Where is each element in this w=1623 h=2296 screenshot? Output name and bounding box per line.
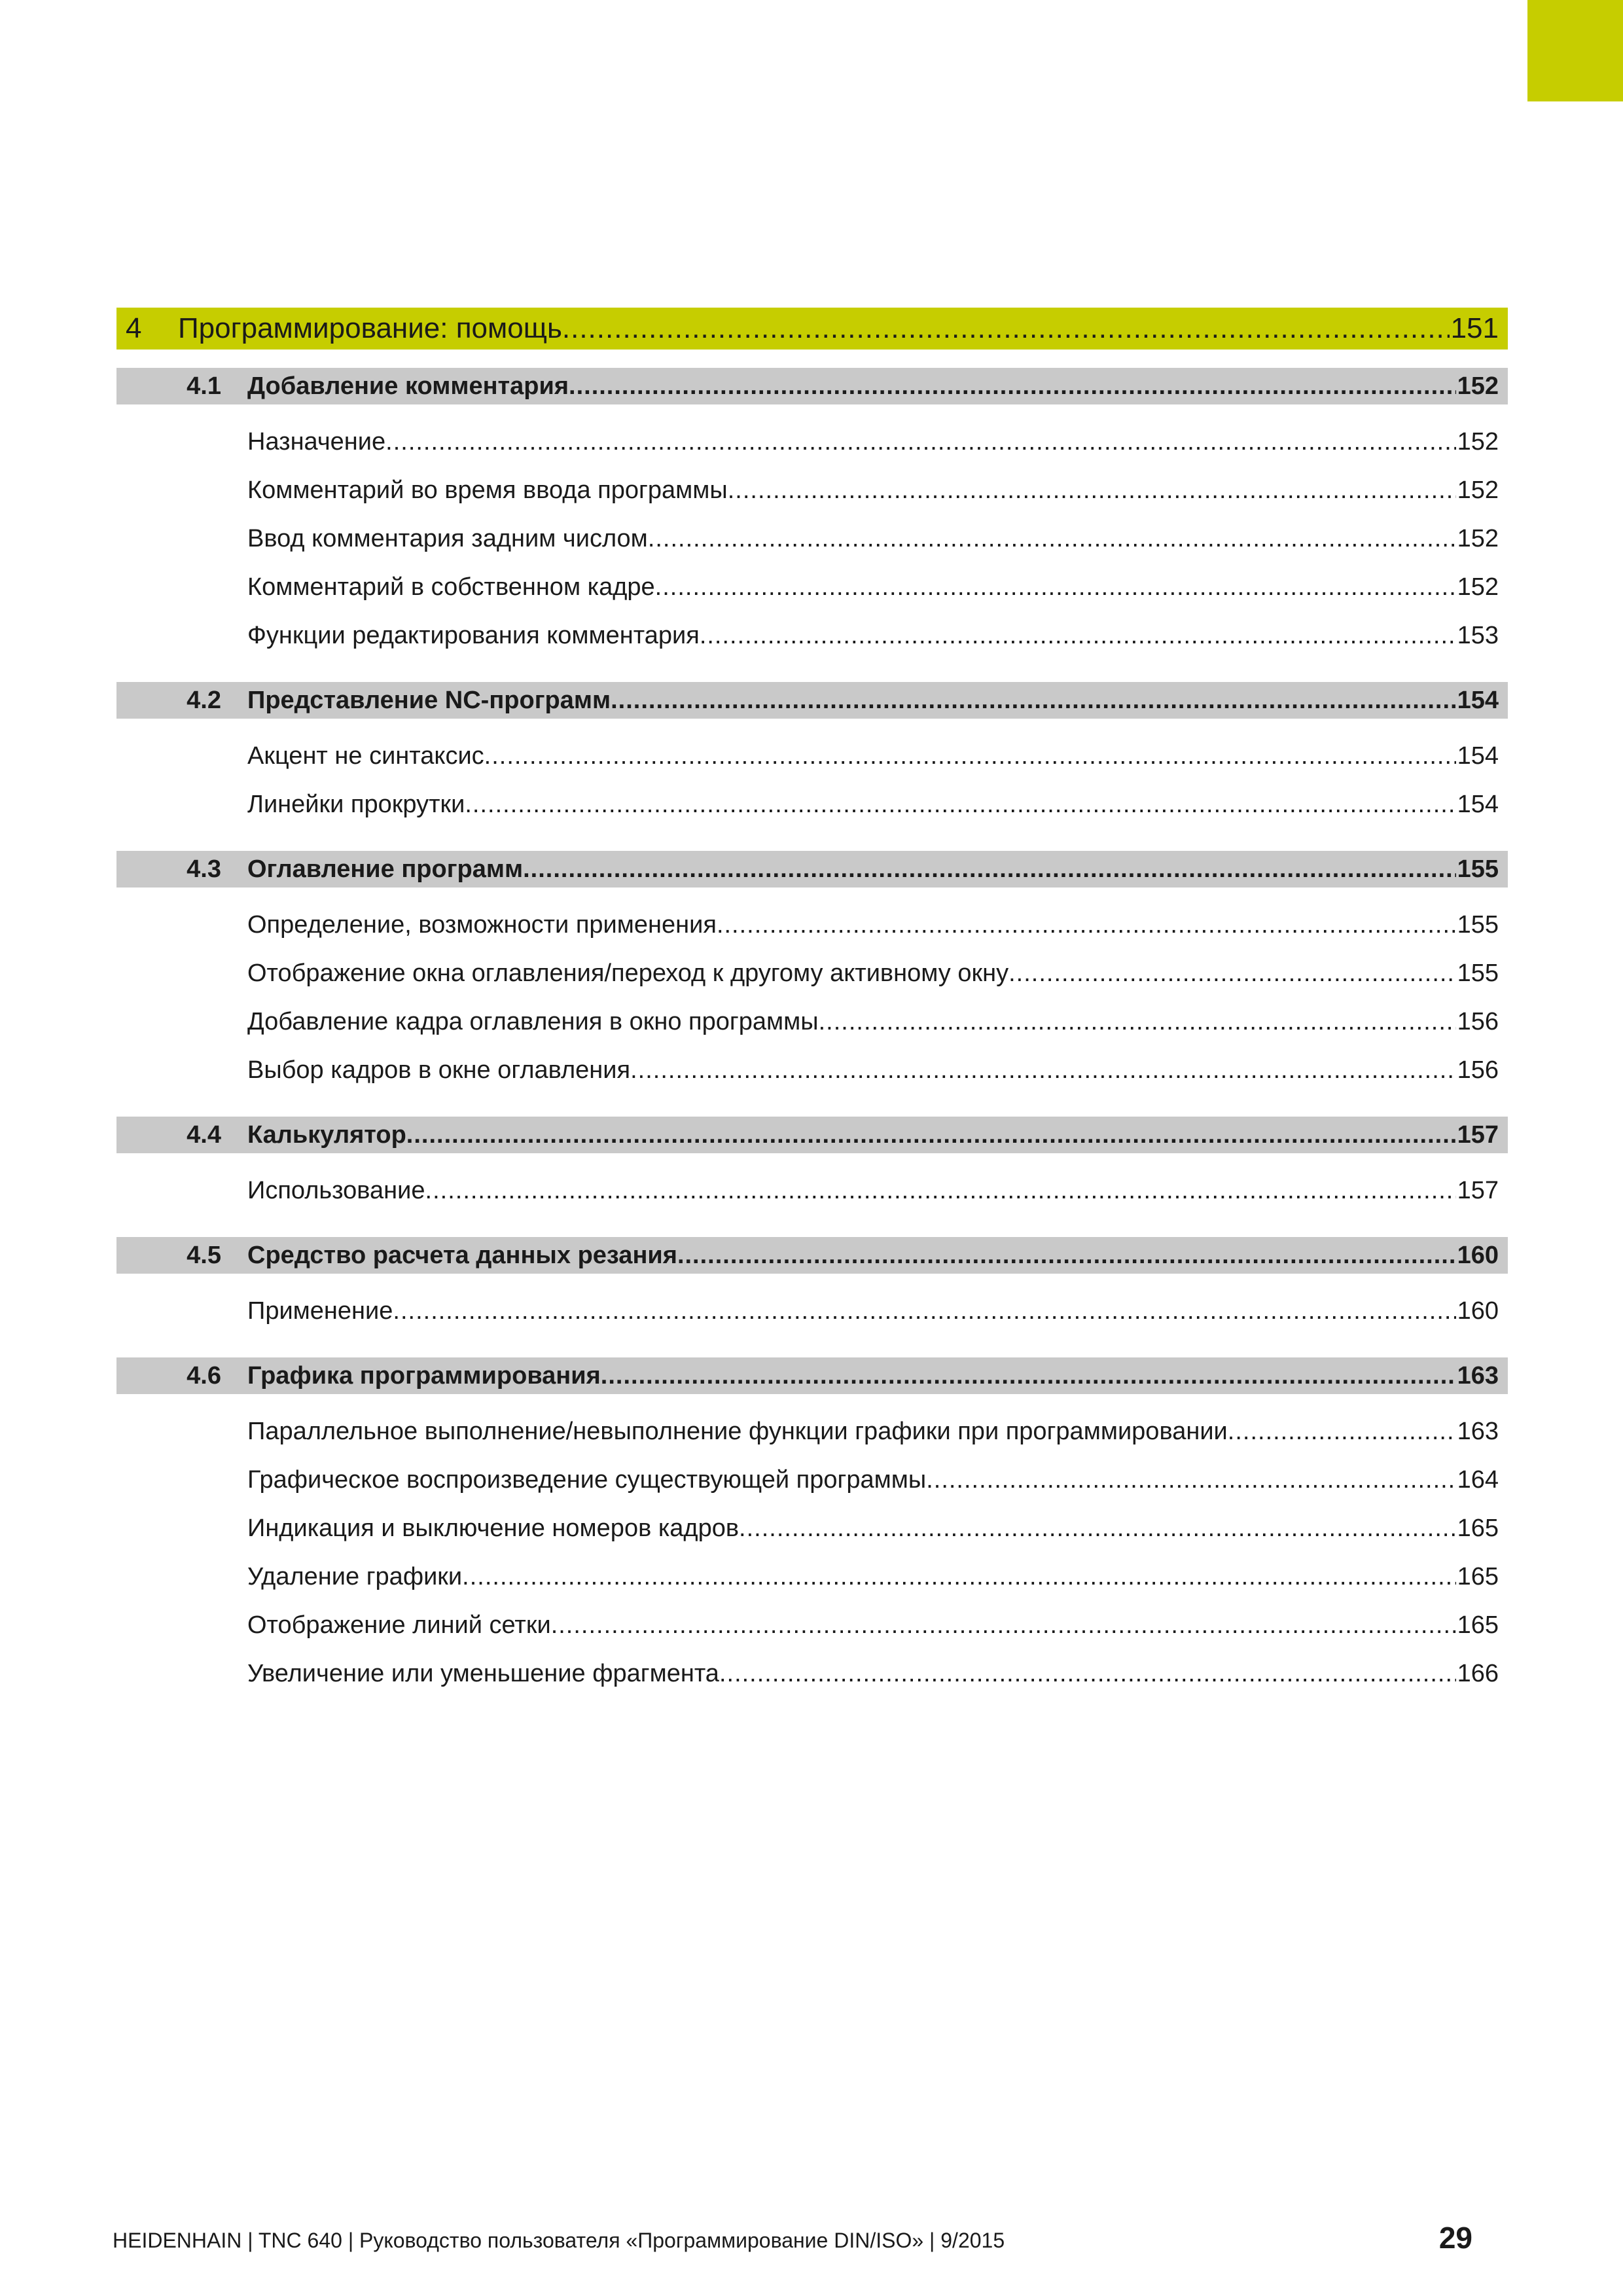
dot-leader — [648, 525, 1456, 553]
toc-entry[interactable] — [116, 901, 1508, 949]
dot-leader — [562, 312, 1450, 345]
entry-title: Определение, возможности применения — [247, 910, 717, 939]
toc-entry[interactable] — [116, 563, 1508, 611]
entry-title: Ввод комментария задним числом — [247, 524, 648, 552]
chapter-number: 4 — [126, 312, 142, 344]
dot-leader — [523, 855, 1455, 884]
toc-entry[interactable] — [116, 611, 1508, 660]
section-heading[interactable] — [116, 851, 1508, 888]
entry-title: Функции редактирования комментария — [247, 621, 700, 649]
toc-entry[interactable] — [116, 418, 1508, 466]
dot-leader — [1228, 1418, 1456, 1446]
toc-entry[interactable] — [116, 949, 1508, 997]
section-entries — [116, 404, 1508, 664]
dot-leader — [551, 1611, 1456, 1640]
toc-entry[interactable] — [116, 780, 1508, 829]
dot-leader — [739, 1515, 1456, 1543]
entry-title: Выбор кадров в окне оглавления — [247, 1056, 631, 1084]
section-entries — [116, 1274, 1508, 1339]
dot-leader — [1008, 960, 1456, 988]
toc-entry[interactable] — [116, 1504, 1508, 1552]
toc-entry[interactable] — [116, 514, 1508, 563]
entry-page: 155 — [1457, 959, 1499, 987]
section-heading[interactable] — [116, 1357, 1508, 1394]
section-page: 155 — [1457, 855, 1499, 883]
dot-leader — [700, 622, 1456, 650]
entry-title: Комментарий во время ввода программы — [247, 476, 728, 504]
dot-leader — [393, 1297, 1455, 1325]
entry-page: 164 — [1457, 1465, 1499, 1494]
section-number: 4.2 — [187, 686, 221, 714]
entry-page: 155 — [1457, 910, 1499, 939]
entry-title: Применение — [247, 1297, 393, 1325]
dot-leader — [717, 911, 1456, 939]
entry-title: Линейки прокрутки — [247, 790, 465, 818]
entry-title: Индикация и выключение номеров кадров — [247, 1514, 740, 1542]
section-page: 154 — [1457, 686, 1499, 714]
toc-entry[interactable] — [116, 1456, 1508, 1504]
dot-leader — [465, 791, 1455, 819]
entry-page: 165 — [1457, 1514, 1499, 1542]
chapter-heading[interactable] — [116, 308, 1508, 350]
section-entries — [116, 1394, 1508, 1702]
entry-page: 153 — [1457, 621, 1499, 649]
entry-title: Параллельное выполнение/невыполнение функции графики при программировании — [247, 1417, 1228, 1445]
dot-leader — [385, 428, 1455, 456]
entry-page: 156 — [1457, 1007, 1499, 1035]
entry-title: Удаление графики — [247, 1562, 463, 1590]
toc-entry[interactable] — [116, 1407, 1508, 1456]
entry-title: Использование — [247, 1176, 425, 1204]
toc-entry[interactable] — [116, 466, 1508, 514]
section-title: Оглавление программ — [247, 855, 524, 883]
section-heading[interactable] — [116, 1117, 1508, 1153]
chapter-page: 151 — [1450, 312, 1499, 344]
dot-leader — [601, 1362, 1456, 1390]
entry-page: 156 — [1457, 1056, 1499, 1084]
entry-title: Добавление кадра оглавления в окно программы — [247, 1007, 819, 1035]
dot-leader — [630, 1056, 1456, 1085]
toc-entry[interactable] — [116, 1552, 1508, 1601]
entry-page: 154 — [1457, 742, 1499, 770]
entry-title: Комментарий в собственном кадре — [247, 573, 655, 601]
section-number: 4.1 — [187, 372, 221, 400]
section-number: 4.3 — [187, 855, 221, 883]
entry-page: 166 — [1457, 1659, 1499, 1687]
section-entries — [116, 888, 1508, 1098]
footer-text: HEIDENHAIN | TNC 640 | Руководство пользователя «Программирование DIN/ISO» | 9/2015 — [113, 2229, 1005, 2252]
entry-page: 165 — [1457, 1562, 1499, 1590]
toc-entry[interactable] — [116, 1046, 1508, 1094]
entry-title: Акцент не синтаксис — [247, 742, 484, 770]
section-number: 4.6 — [187, 1361, 221, 1390]
dot-leader — [425, 1177, 1456, 1205]
section-title: Графика программирования — [247, 1361, 601, 1390]
section-title: Представление NC-программ — [247, 686, 611, 714]
section-page: 160 — [1457, 1241, 1499, 1269]
section-heading[interactable] — [116, 1237, 1508, 1274]
section-title: Калькулятор — [247, 1121, 406, 1149]
section-title: Средство расчета данных резания — [247, 1241, 677, 1269]
chapter-tab-marker — [1527, 0, 1623, 101]
section-entries — [116, 1153, 1508, 1219]
dot-leader — [484, 742, 1456, 770]
dot-leader — [819, 1008, 1456, 1036]
entry-title: Назначение — [247, 427, 386, 456]
dot-leader — [611, 687, 1455, 715]
toc-entry[interactable] — [116, 732, 1508, 780]
entry-title: Отображение линий сетки — [247, 1611, 551, 1639]
dot-leader — [728, 476, 1456, 505]
toc-entry[interactable] — [116, 997, 1508, 1046]
dot-leader — [677, 1242, 1456, 1270]
dot-leader — [462, 1563, 1455, 1591]
section-heading[interactable] — [116, 682, 1508, 719]
section-number: 4.5 — [187, 1241, 221, 1269]
entry-page: 152 — [1457, 524, 1499, 552]
entry-page: 152 — [1457, 427, 1499, 456]
entry-page: 163 — [1457, 1417, 1499, 1445]
section-heading[interactable] — [116, 368, 1508, 404]
sections-list — [116, 368, 1508, 1702]
section-number: 4.4 — [187, 1121, 221, 1149]
dot-leader — [926, 1466, 1455, 1494]
entry-page: 152 — [1457, 476, 1499, 504]
page-number: 29 — [1438, 2221, 1472, 2255]
entry-page: 157 — [1457, 1176, 1499, 1204]
dot-leader — [655, 573, 1456, 601]
entry-title: Отображение окна оглавления/переход к другому активному окну — [247, 959, 1009, 987]
dot-leader — [719, 1660, 1456, 1688]
dot-leader — [406, 1121, 1456, 1149]
entry-title: Увеличение или уменьшение фрагмента — [247, 1659, 719, 1687]
table-of-contents — [116, 308, 1508, 1702]
toc-entry[interactable] — [116, 1601, 1508, 1649]
section-page: 152 — [1457, 372, 1499, 400]
toc-entry[interactable] — [116, 1287, 1508, 1335]
entry-page: 160 — [1457, 1297, 1499, 1325]
dot-leader — [569, 372, 1456, 401]
entry-title: Графическое воспроизведение существующей программы — [247, 1465, 927, 1494]
section-page: 163 — [1457, 1361, 1499, 1390]
entry-page: 165 — [1457, 1611, 1499, 1639]
toc-entry[interactable] — [116, 1649, 1508, 1698]
chapter-title: Программирование: помощь — [178, 312, 562, 344]
section-entries — [116, 719, 1508, 833]
section-page: 157 — [1457, 1121, 1499, 1149]
entry-page: 154 — [1457, 790, 1499, 818]
entry-page: 152 — [1457, 573, 1499, 601]
section-title: Добавление комментария — [247, 372, 569, 400]
toc-entry[interactable] — [116, 1166, 1508, 1215]
